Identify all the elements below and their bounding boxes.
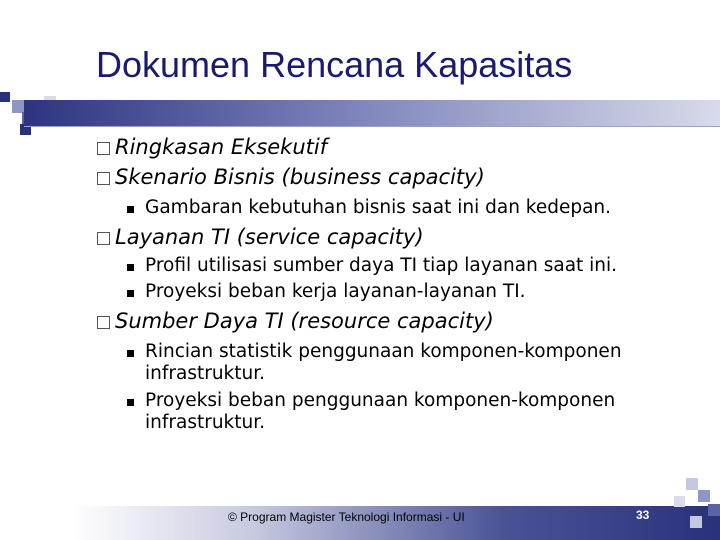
decor-square [690, 516, 702, 528]
list-item: Gambaran kebutuhan bisnis saat ini dan kedepan. [145, 197, 612, 218]
slide-title: Dokumen Rencana Kapasitas [96, 44, 573, 85]
hollow-square-bullet [97, 316, 110, 329]
list-item: Rincian statistik penggunaan komponen-komponen [145, 341, 622, 362]
list-item-continuation: infrastruktur. [145, 412, 266, 433]
decor-square [686, 478, 698, 490]
decor-square [674, 496, 685, 507]
decor-square [698, 490, 710, 502]
hollow-square-bullet [97, 232, 110, 245]
hollow-square-bullet [97, 142, 110, 155]
list-item: Proyeksi beban kerja layanan-layanan TI. [145, 281, 526, 302]
square-bullet [127, 399, 134, 406]
divider [24, 126, 720, 127]
page-number: 33 [636, 508, 650, 522]
section-heading: Layanan TI (service capacity) [115, 225, 424, 249]
square-bullet [127, 290, 134, 297]
section-heading: Skenario Bisnis (business capacity) [115, 165, 485, 189]
square-bullet [127, 206, 134, 213]
list-item-continuation: infrastruktur. [145, 363, 266, 384]
section-heading: Sumber Daya TI (resource capacity) [115, 309, 494, 333]
section-heading: Ringkasan Eksekutif [115, 135, 328, 159]
square-bullet [127, 264, 134, 271]
list-item: Proyeksi beban penggunaan komponen-komponen [145, 390, 616, 411]
square-bullet [127, 350, 134, 357]
footer-copyright: © Program Magister Teknologi Informasi - UI [228, 510, 465, 524]
decor-square [0, 92, 10, 102]
title-underline-bar [24, 100, 720, 126]
decor-square [708, 504, 720, 516]
list-item: Profil utilisasi sumber daya TI tiap layanan saat ini. [145, 255, 618, 276]
hollow-square-bullet [97, 172, 110, 185]
